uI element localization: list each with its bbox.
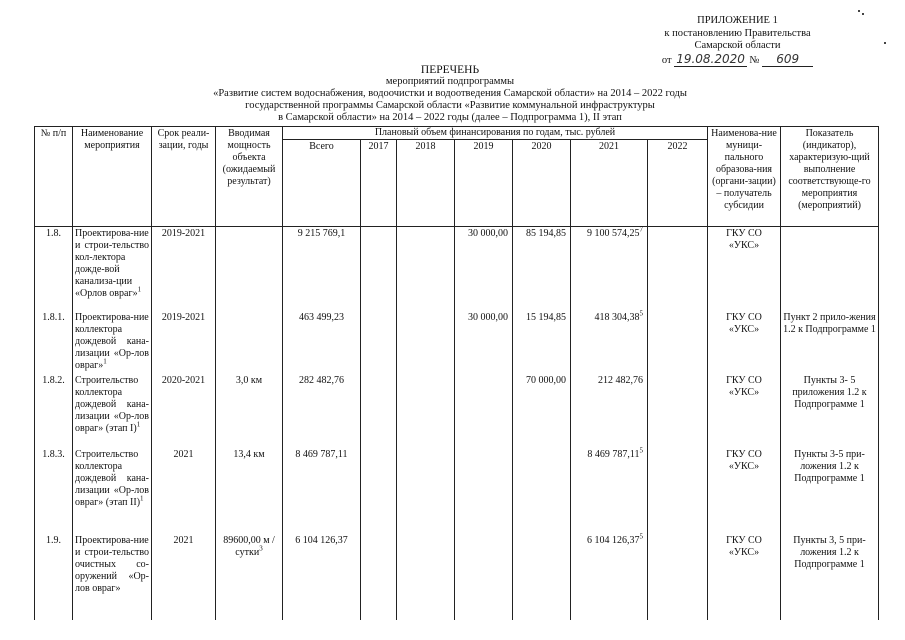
row-total: 6 104 126,37: [283, 534, 361, 620]
header-2021: 2021: [571, 140, 648, 227]
row-2019: [455, 448, 513, 534]
heading-title: ПЕРЕЧЕНЬ: [420, 64, 480, 76]
row-term: 2021: [152, 448, 216, 534]
row-name: Строительство коллектора дождевой кана-лизации «Ор-лов овраг» (этап II)$^1$: [73, 448, 152, 534]
number-prefix: №: [749, 54, 760, 66]
header-2020: 2020: [513, 140, 571, 227]
row-2020: [513, 534, 571, 620]
row-municipality: ГКУ СО «УКС»: [708, 311, 781, 374]
heading-line3: государственной программы Самарской области «Развитие коммунальной инфраструктуры: [245, 100, 655, 111]
appendix-title: ПРИЛОЖЕНИЕ 1: [697, 15, 778, 26]
header-2019: 2019: [455, 140, 513, 227]
row-name: Строительство коллектора дождевой кана-лизации «Ор-лов овраг» (этап I)$^1$: [73, 374, 152, 448]
row-municipality: ГКУ СО «УКС»: [708, 448, 781, 534]
row-num: 1.8.: [35, 227, 73, 311]
table-row: [35, 448, 879, 534]
scan-speck: [884, 42, 886, 44]
row-2019: [455, 534, 513, 620]
table-row: [35, 374, 879, 448]
row-name: Проектирова-ние коллектора дождевой кана-лизации «Ор-лов овраг»$^1$: [73, 311, 152, 374]
row-num: 1.9.: [35, 534, 73, 620]
appendix-line1: к постановлению Правительства: [664, 27, 811, 39]
header-indicator: Показатель (индикатор), характеризую-щий выполнение соответствующе-го мероприятия (мероприятий): [781, 127, 879, 227]
scan-speck: [862, 13, 864, 15]
row-2019: 30 000,00: [455, 311, 513, 374]
row-total: 463 499,23: [283, 311, 361, 374]
row-num: 1.8.3.: [35, 448, 73, 534]
row-2018: [397, 227, 455, 311]
row-2017: [361, 534, 397, 620]
row-2017: [361, 227, 397, 311]
appendix-line2: Самарской области: [694, 40, 781, 51]
row-2020: [513, 448, 571, 534]
row-capacity: [216, 227, 283, 311]
row-2019: 30 000,00: [455, 227, 513, 311]
header-funding: Плановый объем финансирования по годам, тыс. рублей: [283, 127, 708, 140]
row-2021: 6 104 126,37$^5$: [571, 534, 648, 620]
row-name: Проектирова-ние и строи-тельство очистных со-оружений «Ор-лов овраг»: [73, 534, 152, 620]
row-capacity: 3,0 км: [216, 374, 283, 448]
row-2019: [455, 374, 513, 448]
row-2018: [397, 311, 455, 374]
row-num: 1.8.2.: [35, 374, 73, 448]
row-indicator: [781, 227, 879, 311]
measures-table: [34, 126, 879, 620]
heading-line4: в Самарской области» на 2014 – 2022 годы (далее – Подпрограмма 1), II этап: [278, 112, 622, 123]
row-indicator: Пункт 2 прило-жения 1.2 к Подпрограмме 1: [781, 311, 879, 374]
table-row: [35, 227, 879, 311]
row-2021: 212 482,76: [571, 374, 648, 448]
table-row: [35, 534, 879, 620]
row-capacity: 13,4 км: [216, 448, 283, 534]
row-term: 2019-2021: [152, 227, 216, 311]
header-2022: 2022: [648, 140, 708, 227]
row-capacity: [216, 311, 283, 374]
row-total: 9 215 769,1: [283, 227, 361, 311]
row-term: 2020-2021: [152, 374, 216, 448]
row-2018: [397, 374, 455, 448]
row-2022: [648, 448, 708, 534]
row-municipality: ГКУ СО «УКС»: [708, 534, 781, 620]
appendix-block: [620, 15, 855, 67]
document-heading: [160, 64, 740, 124]
heading-line2: «Развитие систем водоснабжения, водоочистки и водоотведения Самарской области» на 2014 – 2022 годы: [213, 88, 687, 99]
row-2021: 8 469 787,11$^5$: [571, 448, 648, 534]
row-municipality: ГКУ СО «УКС»: [708, 374, 781, 448]
row-2022: [648, 311, 708, 374]
row-2021: 9 100 574,25$^7$: [571, 227, 648, 311]
decree-date: 19.08.2020: [676, 51, 745, 66]
scan-speck: [858, 10, 860, 12]
row-term: 2019-2021: [152, 311, 216, 374]
header-name: Наименование мероприятия: [73, 127, 152, 227]
row-2017: [361, 448, 397, 534]
row-indicator: Пункты 3- 5 приложения 1.2 к Подпрограмме 1: [781, 374, 879, 448]
row-num: 1.8.1.: [35, 311, 73, 374]
row-municipality: ГКУ СО «УКС»: [708, 227, 781, 311]
header-2018: 2018: [397, 140, 455, 227]
row-term: 2021: [152, 534, 216, 620]
row-2022: [648, 534, 708, 620]
row-indicator: Пункты 3, 5 при-ложения 1.2 к Подпрограмме 1: [781, 534, 879, 620]
row-indicator: Пункты 3-5 при-ложения 1.2 к Подпрограмме 1: [781, 448, 879, 534]
table-row: [35, 311, 879, 374]
header-term: Срок реали-зации, годы: [152, 127, 216, 227]
row-total: 8 469 787,11: [283, 448, 361, 534]
row-2022: [648, 227, 708, 311]
date-prefix: от: [661, 54, 672, 66]
header-num: № п/п: [35, 127, 73, 227]
row-name: Проектирова-ние и строи-тельство кол-лектора дожде-вой канализа-ции «Орлов овраг»$^1$: [73, 227, 152, 311]
header-municipality: Наименова-ние муници-пального образова-ния (органи-зации) – получатель субсидии: [708, 127, 781, 227]
row-2020: 85 194,85: [513, 227, 571, 311]
row-2020: 70 000,00: [513, 374, 571, 448]
header-2017: 2017: [361, 140, 397, 227]
header-capacity: Вводимая мощность объекта (ожидаемый результат): [216, 127, 283, 227]
row-2018: [397, 448, 455, 534]
row-2017: [361, 311, 397, 374]
row-2020: 15 194,85: [513, 311, 571, 374]
row-2018: [397, 534, 455, 620]
row-capacity: 89600,00 м /сутки$^3$: [216, 534, 283, 620]
row-2022: [648, 374, 708, 448]
heading-line1: мероприятий подпрограммы: [385, 76, 515, 87]
header-total: Всего: [283, 140, 361, 227]
decree-number: 609: [762, 52, 813, 67]
row-2017: [361, 374, 397, 448]
row-total: 282 482,76: [283, 374, 361, 448]
row-2021: 418 304,38$^5$: [571, 311, 648, 374]
